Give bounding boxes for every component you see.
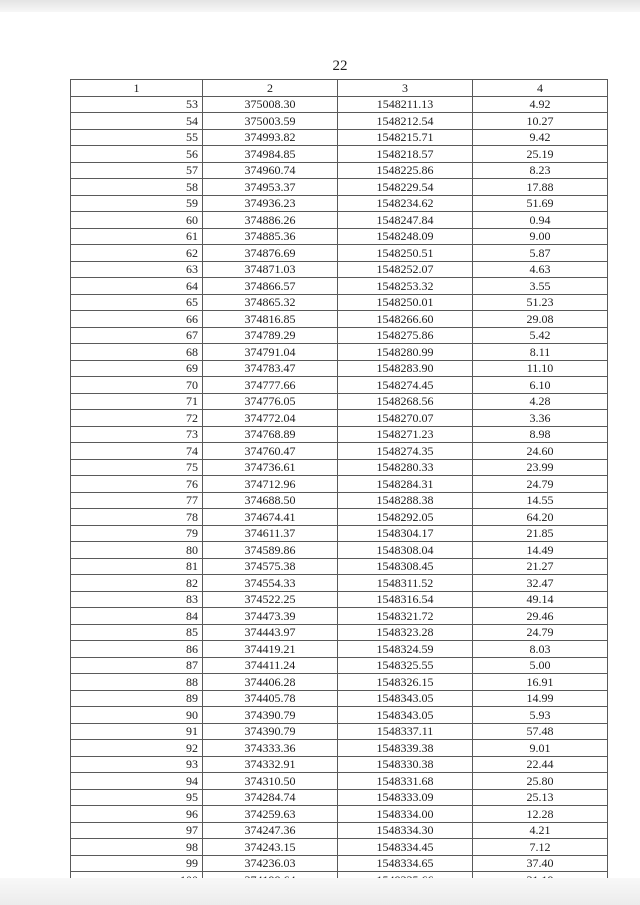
x-coordinate-cell: 374960.74: [203, 162, 338, 179]
y-coordinate-cell: 1548304.17: [338, 525, 473, 542]
x-coordinate-cell: 374284.74: [203, 789, 338, 806]
length-cell: 8.23: [473, 162, 608, 179]
table-row: [71, 426, 608, 443]
table-row: [71, 641, 608, 658]
y-coordinate-cell: 1548334.00: [338, 806, 473, 823]
table-row: [71, 344, 608, 361]
x-coordinate-cell: 375008.30: [203, 96, 338, 113]
y-coordinate-cell: 1548283.90: [338, 360, 473, 377]
x-coordinate-cell: 374688.50: [203, 492, 338, 509]
length-cell: 25.19: [473, 146, 608, 163]
table-row: [71, 228, 608, 245]
y-coordinate-cell: 1548250.01: [338, 294, 473, 311]
length-cell: 32.47: [473, 575, 608, 592]
y-coordinate-cell: 1548250.51: [338, 245, 473, 262]
x-coordinate-cell: 374936.23: [203, 195, 338, 212]
point-number-cell: 80: [71, 542, 203, 559]
x-coordinate-cell: 374993.82: [203, 129, 338, 146]
point-number-cell: 82: [71, 575, 203, 592]
table-row: [71, 591, 608, 608]
x-coordinate-cell: 374333.36: [203, 740, 338, 757]
y-coordinate-cell: 1548212.54: [338, 113, 473, 130]
column-header-3: 3: [338, 80, 473, 97]
table-row: [71, 129, 608, 146]
point-number-cell: 61: [71, 228, 203, 245]
point-number-cell: 56: [71, 146, 203, 163]
table-row: [71, 773, 608, 790]
x-coordinate-cell: 374760.47: [203, 443, 338, 460]
x-coordinate-cell: 375003.59: [203, 113, 338, 130]
point-number-cell: 58: [71, 179, 203, 196]
x-coordinate-cell: 374259.63: [203, 806, 338, 823]
length-cell: 4.63: [473, 261, 608, 278]
table-body: [71, 96, 608, 905]
length-cell: 22.44: [473, 756, 608, 773]
y-coordinate-cell: 1548211.13: [338, 96, 473, 113]
point-number-cell: 98: [71, 839, 203, 856]
point-number-cell: 89: [71, 690, 203, 707]
y-coordinate-cell: 1548334.45: [338, 839, 473, 856]
point-number-cell: 81: [71, 558, 203, 575]
length-cell: 21.27: [473, 558, 608, 575]
length-cell: 5.93: [473, 707, 608, 724]
x-coordinate-cell: 374522.25: [203, 591, 338, 608]
point-number-cell: 99: [71, 855, 203, 872]
length-cell: 5.42: [473, 327, 608, 344]
table-row: [71, 476, 608, 493]
y-coordinate-cell: 1548215.71: [338, 129, 473, 146]
point-number-cell: 55: [71, 129, 203, 146]
coordinates-table: [70, 79, 608, 905]
table-row: [71, 410, 608, 427]
length-cell: 16.91: [473, 674, 608, 691]
table-row: [71, 459, 608, 476]
point-number-cell: 70: [71, 377, 203, 394]
length-cell: 29.46: [473, 608, 608, 625]
x-coordinate-cell: 374776.05: [203, 393, 338, 410]
y-coordinate-cell: 1548275.86: [338, 327, 473, 344]
table-row: [71, 822, 608, 839]
point-number-cell: 76: [71, 476, 203, 493]
x-coordinate-cell: 374443.97: [203, 624, 338, 641]
length-cell: 51.23: [473, 294, 608, 311]
y-coordinate-cell: 1548234.62: [338, 195, 473, 212]
y-coordinate-cell: 1548266.60: [338, 311, 473, 328]
x-coordinate-cell: 374473.39: [203, 608, 338, 625]
table-row: [71, 740, 608, 757]
point-number-cell: 83: [71, 591, 203, 608]
table-row: [71, 492, 608, 509]
table-row: [71, 624, 608, 641]
point-number-cell: 65: [71, 294, 203, 311]
table-row: [71, 278, 608, 295]
x-coordinate-cell: 374674.41: [203, 509, 338, 526]
x-coordinate-cell: 374866.57: [203, 278, 338, 295]
point-number-cell: 54: [71, 113, 203, 130]
point-number-cell: 62: [71, 245, 203, 262]
y-coordinate-cell: 1548225.86: [338, 162, 473, 179]
table-row: [71, 96, 608, 113]
table-row: [71, 608, 608, 625]
table-row: [71, 855, 608, 872]
x-coordinate-cell: 374953.37: [203, 179, 338, 196]
x-coordinate-cell: 374768.89: [203, 426, 338, 443]
table-row: [71, 245, 608, 262]
x-coordinate-cell: 374332.91: [203, 756, 338, 773]
length-cell: 4.92: [473, 96, 608, 113]
y-coordinate-cell: 1548308.04: [338, 542, 473, 559]
y-coordinate-cell: 1548270.07: [338, 410, 473, 427]
y-coordinate-cell: 1548274.45: [338, 377, 473, 394]
point-number-cell: 96: [71, 806, 203, 823]
length-cell: 29.08: [473, 311, 608, 328]
length-cell: 64.20: [473, 509, 608, 526]
table-row: [71, 707, 608, 724]
x-coordinate-cell: 374310.50: [203, 773, 338, 790]
y-coordinate-cell: 1548229.54: [338, 179, 473, 196]
y-coordinate-cell: 1548280.33: [338, 459, 473, 476]
x-coordinate-cell: 374405.78: [203, 690, 338, 707]
x-coordinate-cell: 374411.24: [203, 657, 338, 674]
table-row: [71, 806, 608, 823]
point-number-cell: 72: [71, 410, 203, 427]
x-coordinate-cell: 374247.36: [203, 822, 338, 839]
length-cell: 8.03: [473, 641, 608, 658]
scan-shadow-top: [0, 0, 640, 12]
table-row: [71, 756, 608, 773]
y-coordinate-cell: 1548308.45: [338, 558, 473, 575]
y-coordinate-cell: 1548339.38: [338, 740, 473, 757]
table-row: [71, 311, 608, 328]
scan-shadow-bottom: [0, 878, 640, 905]
point-number-cell: 92: [71, 740, 203, 757]
table-row: [71, 393, 608, 410]
page-number: 22: [332, 58, 348, 74]
y-coordinate-cell: 1548268.56: [338, 393, 473, 410]
point-number-cell: 67: [71, 327, 203, 344]
y-coordinate-cell: 1548334.65: [338, 855, 473, 872]
table-row: [71, 195, 608, 212]
length-cell: 37.40: [473, 855, 608, 872]
table-row: [71, 377, 608, 394]
point-number-cell: 57: [71, 162, 203, 179]
point-number-cell: 68: [71, 344, 203, 361]
x-coordinate-cell: 374865.32: [203, 294, 338, 311]
x-coordinate-cell: 374772.04: [203, 410, 338, 427]
length-cell: 9.01: [473, 740, 608, 757]
length-cell: 14.49: [473, 542, 608, 559]
point-number-cell: 71: [71, 393, 203, 410]
x-coordinate-cell: 374236.03: [203, 855, 338, 872]
point-number-cell: 59: [71, 195, 203, 212]
x-coordinate-cell: 374589.86: [203, 542, 338, 559]
x-coordinate-cell: 374984.85: [203, 146, 338, 163]
x-coordinate-cell: 374611.37: [203, 525, 338, 542]
y-coordinate-cell: 1548325.55: [338, 657, 473, 674]
table-row: [71, 674, 608, 691]
table-row: [71, 162, 608, 179]
length-cell: 9.00: [473, 228, 608, 245]
table-header: [71, 80, 608, 97]
point-number-cell: 69: [71, 360, 203, 377]
y-coordinate-cell: 1548321.72: [338, 608, 473, 625]
table-row: [71, 327, 608, 344]
length-cell: 24.79: [473, 476, 608, 493]
point-number-cell: 75: [71, 459, 203, 476]
point-number-cell: 94: [71, 773, 203, 790]
x-coordinate-cell: 374791.04: [203, 344, 338, 361]
y-coordinate-cell: 1548324.59: [338, 641, 473, 658]
table-row: [71, 575, 608, 592]
y-coordinate-cell: 1548280.99: [338, 344, 473, 361]
table-row: [71, 542, 608, 559]
point-number-cell: 87: [71, 657, 203, 674]
length-cell: 14.99: [473, 690, 608, 707]
point-number-cell: 73: [71, 426, 203, 443]
table-row: [71, 723, 608, 740]
y-coordinate-cell: 1548323.28: [338, 624, 473, 641]
header-row: [71, 80, 608, 97]
column-header-1: 1: [71, 80, 203, 97]
table-row: [71, 261, 608, 278]
length-cell: 4.28: [473, 393, 608, 410]
x-coordinate-cell: 374243.15: [203, 839, 338, 856]
table-row: [71, 360, 608, 377]
length-cell: 21.85: [473, 525, 608, 542]
point-number-cell: 90: [71, 707, 203, 724]
x-coordinate-cell: 374886.26: [203, 212, 338, 229]
point-number-cell: 63: [71, 261, 203, 278]
point-number-cell: 74: [71, 443, 203, 460]
length-cell: 3.55: [473, 278, 608, 295]
column-header-4: 4: [473, 80, 608, 97]
y-coordinate-cell: 1548253.32: [338, 278, 473, 295]
y-coordinate-cell: 1548311.52: [338, 575, 473, 592]
point-number-cell: 64: [71, 278, 203, 295]
table-row: [71, 294, 608, 311]
y-coordinate-cell: 1548337.11: [338, 723, 473, 740]
y-coordinate-cell: 1548316.54: [338, 591, 473, 608]
length-cell: 49.14: [473, 591, 608, 608]
point-number-cell: 85: [71, 624, 203, 641]
x-coordinate-cell: 374575.38: [203, 558, 338, 575]
point-number-cell: 53: [71, 96, 203, 113]
table-row: [71, 113, 608, 130]
point-number-cell: 79: [71, 525, 203, 542]
table-row: [71, 443, 608, 460]
y-coordinate-cell: 1548331.68: [338, 773, 473, 790]
y-coordinate-cell: 1548271.23: [338, 426, 473, 443]
table-row: [71, 558, 608, 575]
table-row: [71, 525, 608, 542]
y-coordinate-cell: 1548248.09: [338, 228, 473, 245]
y-coordinate-cell: 1548292.05: [338, 509, 473, 526]
y-coordinate-cell: 1548333.09: [338, 789, 473, 806]
length-cell: 8.11: [473, 344, 608, 361]
x-coordinate-cell: 374390.79: [203, 723, 338, 740]
length-cell: 23.99: [473, 459, 608, 476]
length-cell: 10.27: [473, 113, 608, 130]
table-row: [71, 146, 608, 163]
x-coordinate-cell: 374816.85: [203, 311, 338, 328]
y-coordinate-cell: 1548218.57: [338, 146, 473, 163]
length-cell: 25.80: [473, 773, 608, 790]
point-number-cell: 95: [71, 789, 203, 806]
column-header-2: 2: [203, 80, 338, 97]
length-cell: 25.13: [473, 789, 608, 806]
length-cell: 12.28: [473, 806, 608, 823]
length-cell: 5.87: [473, 245, 608, 262]
point-number-cell: 86: [71, 641, 203, 658]
y-coordinate-cell: 1548326.15: [338, 674, 473, 691]
y-coordinate-cell: 1548252.07: [338, 261, 473, 278]
x-coordinate-cell: 374885.36: [203, 228, 338, 245]
point-number-cell: 77: [71, 492, 203, 509]
table-row: [71, 179, 608, 196]
y-coordinate-cell: 1548284.31: [338, 476, 473, 493]
point-number-cell: 60: [71, 212, 203, 229]
length-cell: 6.10: [473, 377, 608, 394]
length-cell: 0.94: [473, 212, 608, 229]
table-row: [71, 690, 608, 707]
x-coordinate-cell: 374712.96: [203, 476, 338, 493]
y-coordinate-cell: 1548343.05: [338, 690, 473, 707]
length-cell: 14.55: [473, 492, 608, 509]
length-cell: 24.60: [473, 443, 608, 460]
x-coordinate-cell: 374789.29: [203, 327, 338, 344]
y-coordinate-cell: 1548343.05: [338, 707, 473, 724]
length-cell: 24.79: [473, 624, 608, 641]
point-number-cell: 66: [71, 311, 203, 328]
x-coordinate-cell: 374554.33: [203, 575, 338, 592]
length-cell: 3.36: [473, 410, 608, 427]
table-row: [71, 212, 608, 229]
x-coordinate-cell: 374419.21: [203, 641, 338, 658]
x-coordinate-cell: 374876.69: [203, 245, 338, 262]
table-row: [71, 789, 608, 806]
y-coordinate-cell: 1548247.84: [338, 212, 473, 229]
point-number-cell: 78: [71, 509, 203, 526]
length-cell: 51.69: [473, 195, 608, 212]
length-cell: 9.42: [473, 129, 608, 146]
length-cell: 4.21: [473, 822, 608, 839]
x-coordinate-cell: 374871.03: [203, 261, 338, 278]
y-coordinate-cell: 1548288.38: [338, 492, 473, 509]
x-coordinate-cell: 374736.61: [203, 459, 338, 476]
x-coordinate-cell: 374406.28: [203, 674, 338, 691]
point-number-cell: 97: [71, 822, 203, 839]
x-coordinate-cell: 374777.66: [203, 377, 338, 394]
point-number-cell: 84: [71, 608, 203, 625]
table-row: [71, 839, 608, 856]
y-coordinate-cell: 1548330.38: [338, 756, 473, 773]
y-coordinate-cell: 1548334.30: [338, 822, 473, 839]
length-cell: 57.48: [473, 723, 608, 740]
point-number-cell: 93: [71, 756, 203, 773]
table-row: [71, 657, 608, 674]
length-cell: 17.88: [473, 179, 608, 196]
length-cell: 11.10: [473, 360, 608, 377]
point-number-cell: 88: [71, 674, 203, 691]
table-row: [71, 509, 608, 526]
y-coordinate-cell: 1548274.35: [338, 443, 473, 460]
length-cell: 5.00: [473, 657, 608, 674]
length-cell: 8.98: [473, 426, 608, 443]
x-coordinate-cell: 374390.79: [203, 707, 338, 724]
point-number-cell: 91: [71, 723, 203, 740]
length-cell: 7.12: [473, 839, 608, 856]
x-coordinate-cell: 374783.47: [203, 360, 338, 377]
